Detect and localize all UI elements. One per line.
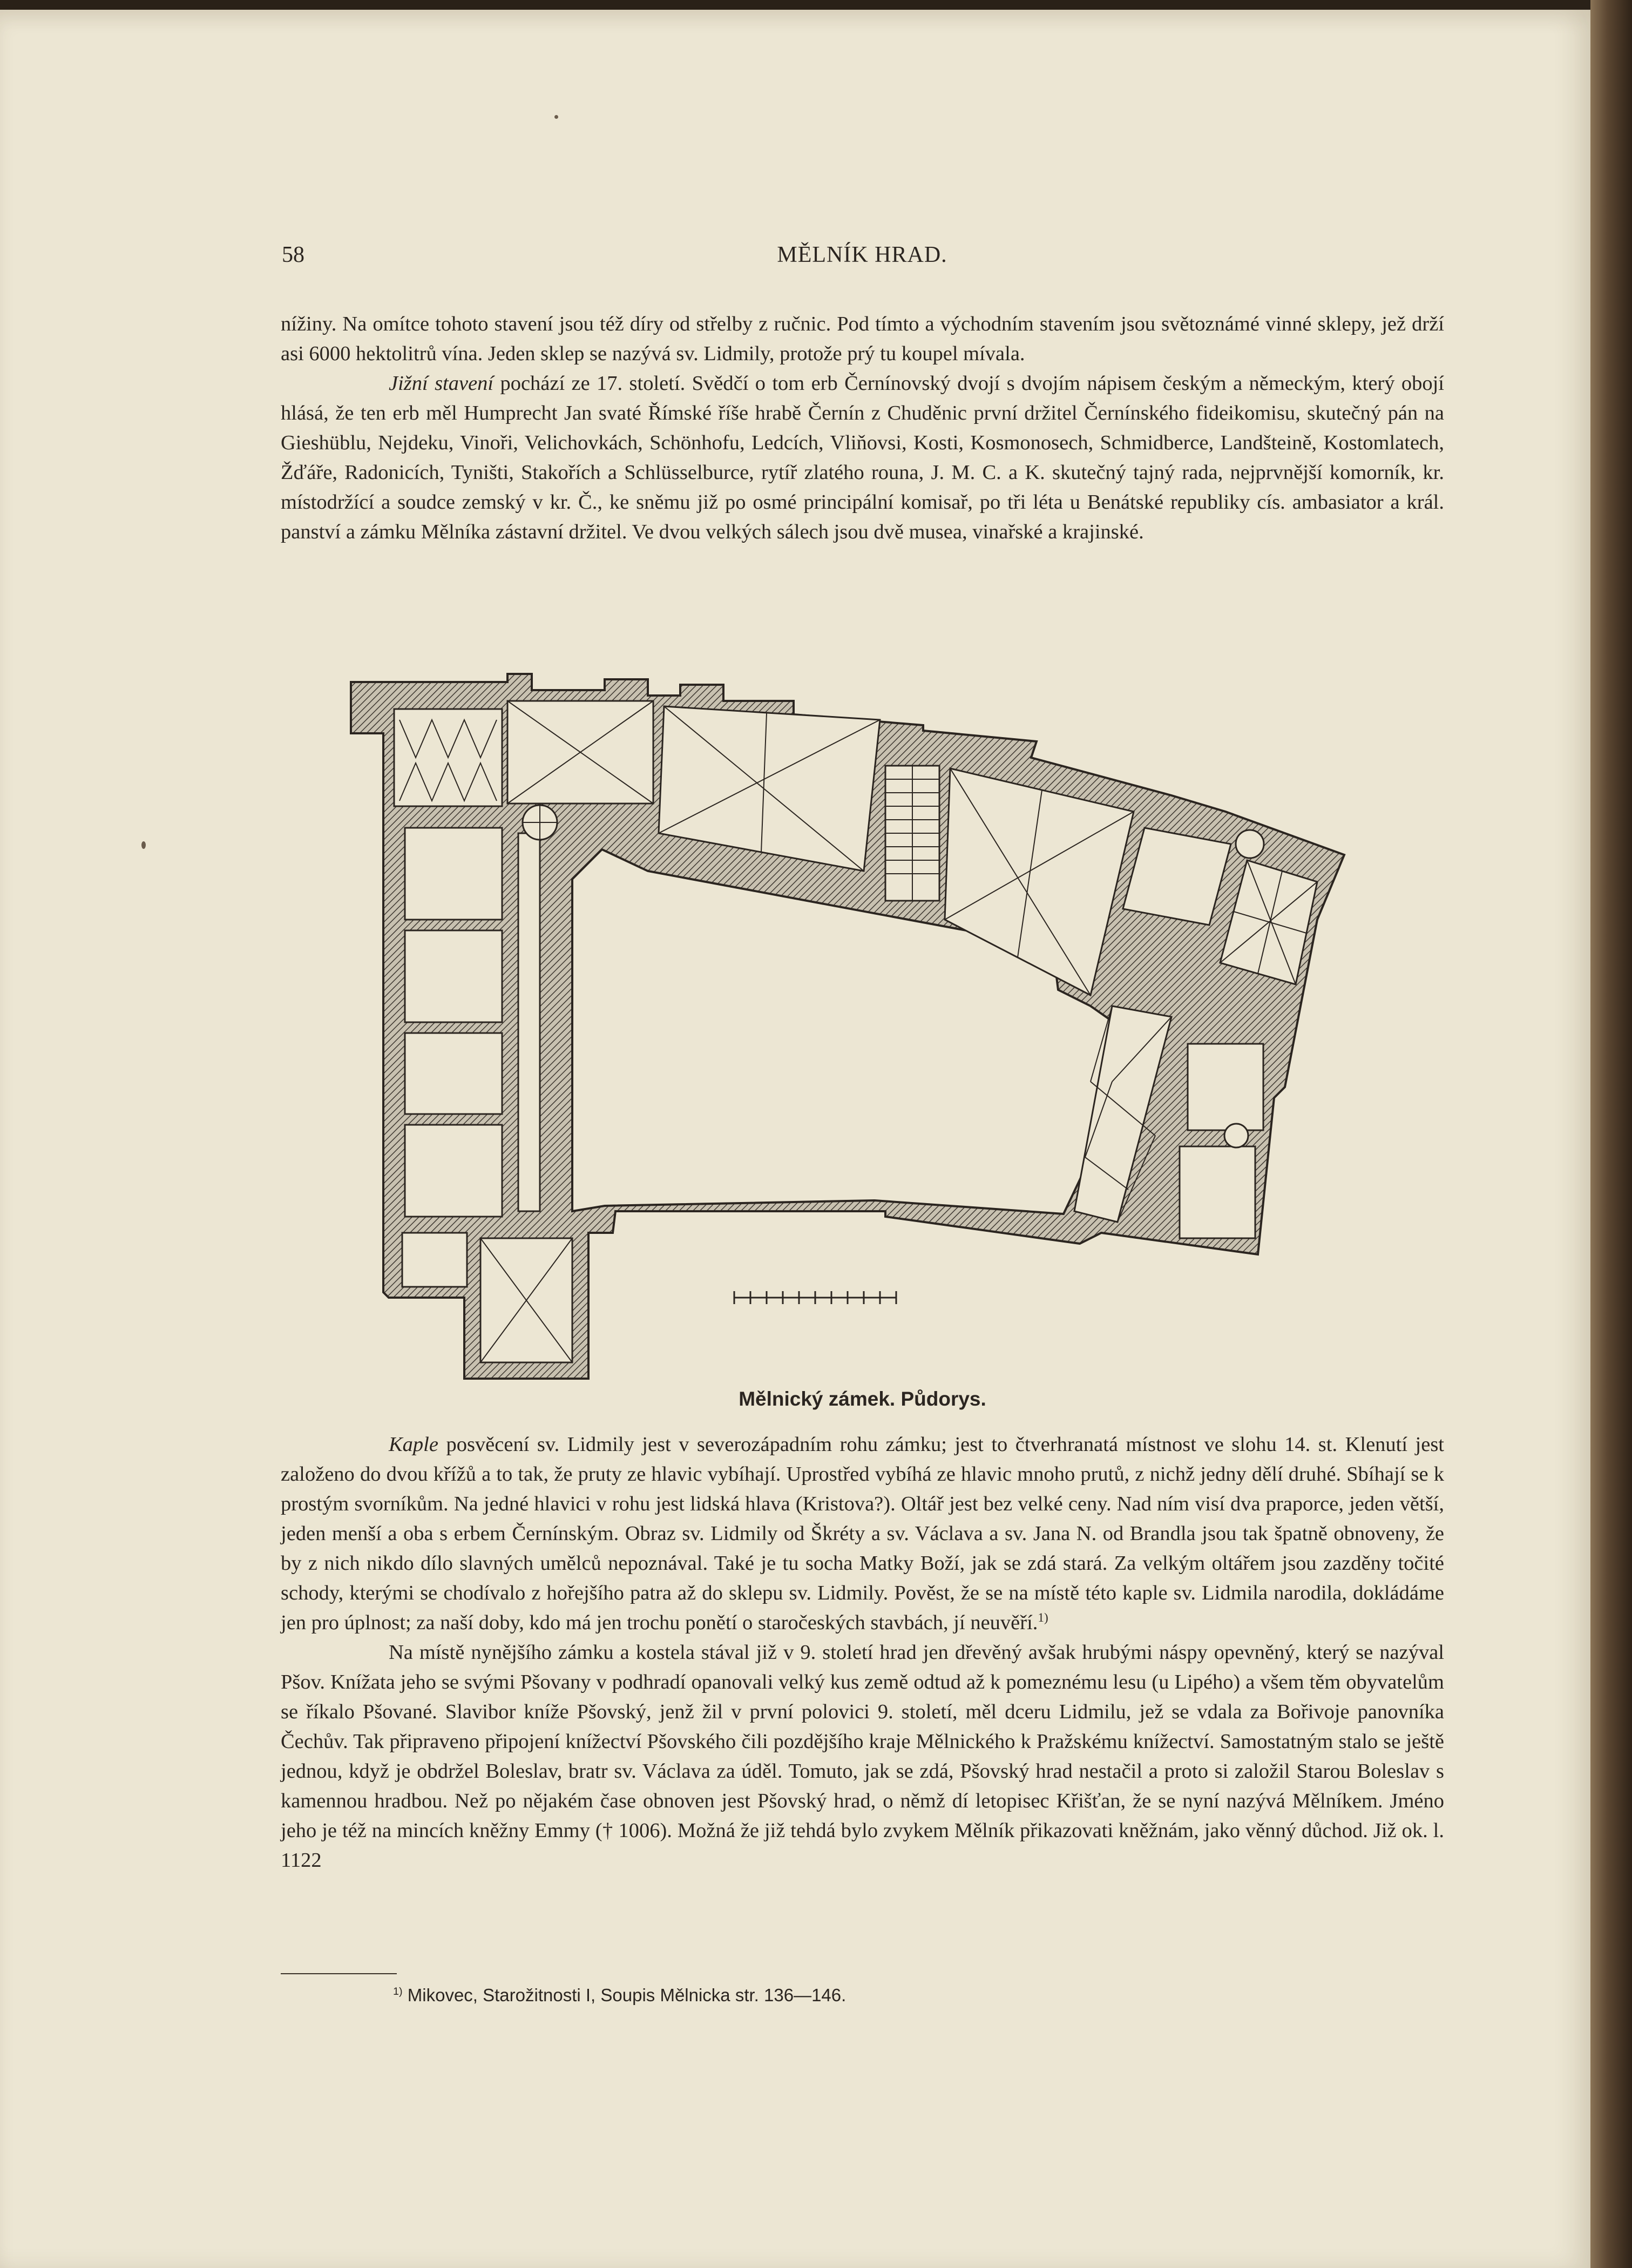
corridor-west — [518, 833, 540, 1211]
spiral-stair — [1236, 830, 1264, 858]
room-west — [405, 1125, 502, 1217]
footnote-marker: 1) — [393, 1986, 403, 1997]
ink-speck — [554, 115, 558, 119]
book-page — [0, 10, 1590, 2268]
footnote-reference: 1) — [1038, 1610, 1048, 1625]
lead-phrase: Kaple — [389, 1433, 438, 1456]
figure-caption: Mělnický zámek. Půdorys. — [739, 1388, 986, 1410]
page-number: 58 — [282, 242, 304, 267]
room-south-west-small — [402, 1233, 467, 1287]
floor-plan-drawing — [346, 671, 1360, 1384]
page-header — [282, 242, 1443, 274]
text-block-bottom — [281, 1430, 1444, 1875]
footnote-divider — [281, 1973, 397, 1974]
room-west — [405, 1033, 502, 1114]
spiral-stair — [1224, 1124, 1248, 1148]
paragraph-text: pochází ze 17. století. Svědčí o tom erb Černínovský dvojí s dvojím nápisem českým a německým, který obojí hlásá, že ten erb měl Humprecht Jan svaté Římské říše hrabě Černín z Chuděnic první držitel Černínského fideikomisu, skutečný pán na Gieshüblu, Nejdeku, Vinoři, Velichovkách, Schönhofu, Ledcích, Vliňovsi, Kosti, Kosmonosech, Schmidberce, Landšteině, Kostomlatech, Žďáře, Radonicích, Tyništi, Stakořích a Schlüsselburce, rytíř zlatého rouna, J. M. C. a K. skutečný tajný rada, nejprvnější komorník, kr. místodržící a soudce zemský v kr. Č., ke sněmu již po osmé principální komisař, po tři léta u Benátské republiky cís. ambasiator a král. panství a zámku Mělníka zástavní držitel. Ve dvou velkých sálech jsou dvě musea, vinařské a krajinské. — [281, 372, 1444, 543]
lead-phrase: Jižní stavení — [389, 372, 494, 395]
paragraph-text: Na místě nynějšího zámku a kostela stával již v 9. století hrad jen dřevěný avšak hrubými náspy opevněný, který se nazýval Pšov. Knížata jeho se svými Pšovany v podhradí opanovali velký kus země odtud až k pomeznému lesu (u Lipého) a všem těm obyvatelům se říkalo Pšované. Slavibor kníže Pšovský, jenž žil v první polovici 9. století, měl dceru Lidmilu, jež se vdala za Bořivoje panovníka Čechův. Tak připraveno připojení knížectví Pšovského čili pozdějšího kraje Mělnického k Pražskému knížectví. Samostatným stalo se ještě jednou, když je obdržel Boleslav, bratr sv. Václava za úděl. Tomuto, jak se zdá, Pšovský hrad nestačil a proto si založil Starou Boleslav s kamennou hradbou. Než po nějakém čase obnoven jest Pšovský hrad, o němž dí letopisec Křišťan, že se nyní nazývá Mělníkem. Jméno jeho je též na mincích kněžny Emmy († 1006). Možná že již tehdá bylo zvykem Mělník přikazovati kněžnám, jako věnný důchod. Již ok. l. 1122 — [281, 1641, 1444, 1872]
room-west — [405, 930, 502, 1022]
room-east-small — [1180, 1146, 1255, 1238]
paragraph-chapel — [281, 1430, 1444, 1638]
footnote — [393, 1985, 1419, 2006]
paragraph-south-building — [281, 369, 1444, 547]
paragraph-text: nížiny. Na omítce tohoto stavení jsou též díry od střelby z ručnic. Pod tímto a východním stavením jsou světoznámé vinné sklepy, jež drží asi 6000 hektolitrů vína. Jeden sklep se nazývá sv. Lidmily, protože prý tu koupel mívala. — [281, 313, 1444, 365]
ink-speck — [141, 841, 146, 849]
paragraph — [281, 309, 1444, 369]
paragraph-history — [281, 1638, 1444, 1875]
book-spine-edge — [1590, 0, 1632, 2268]
scale-bar — [734, 1291, 896, 1304]
running-title: MĚLNÍK HRAD. — [777, 242, 947, 267]
room-west — [405, 828, 502, 920]
text-block-top — [281, 309, 1444, 547]
footnote-text: Mikovec, Starožitnosti I, Soupis Mělnicka str. 136—146. — [407, 1985, 847, 2005]
floor-plan-figure — [346, 671, 1360, 1384]
room-east-small — [1188, 1044, 1263, 1130]
paragraph-text: posvěcení sv. Lidmily jest v severozápadním rohu zámku; jest to čtverhranatá místnost ve slohu 14. st. Klenutí jest založeno do dvou křížů a to tak, že pruty ze hlavic vybíhají. Uprostřed vybíhá ze hlavic mnoho prutů, z nichž jedny dělí druhé. Sbíhají se k prostým svorníkům. Na jedné hlavici v rohu jest lidská hlava (Kristova?). Oltář jest bez velké ceny. Nad ním visí dva praporce, jeden větší, jeden menší a oba s erbem Černínským. Obraz sv. Lidmily od Škréty a sv. Václava a sv. Jana N. od Brandla jsou tak špatně obnoveny, že by z nich nikdo dílo slavných umělců nepoznával. Také je tu socha Matky Boží, jak se zdá stará. Za velkým oltářem jsou zazděny točité schody, kterými se chodívalo z hořejšího patra až do sklepu sv. Lidmily. Pověst, že se na místě této kaple sv. Lidmila narodila, dokládáme jen pro úplnost; za naší doby, kdo má jen trochu ponětí o staročeských stavbách, jí neuvěří. — [281, 1433, 1444, 1634]
